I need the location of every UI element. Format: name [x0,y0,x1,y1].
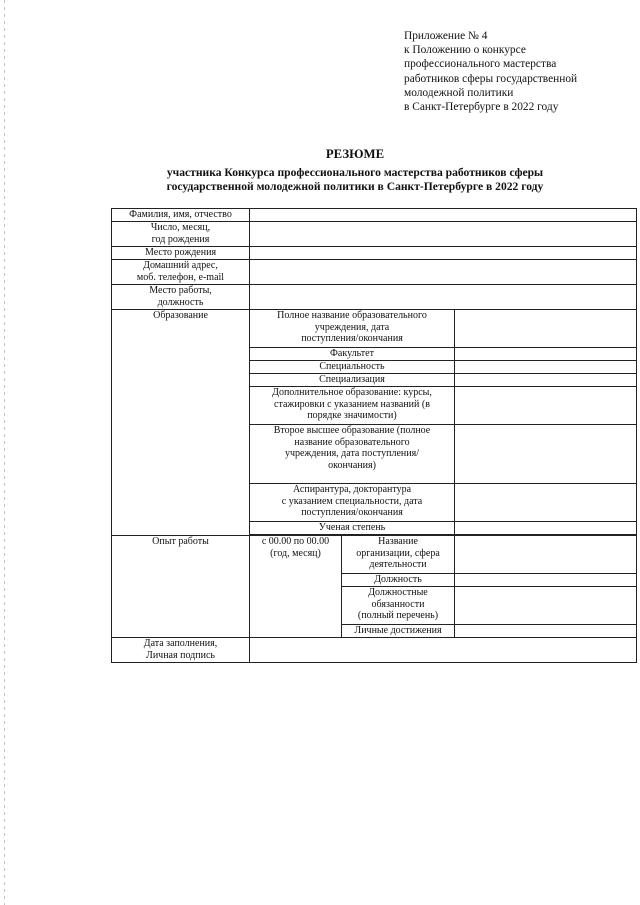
label-organization [342,536,455,574]
field-postgraduate[interactable] [455,484,637,522]
label-full-name: Фамилия, имя, отчество [112,209,250,222]
label-birth-place: Место рождения [112,247,250,260]
label-line: Аспирантура, докторантура [292,484,412,495]
label-line: Должностные [368,587,428,598]
appendix-line: профессионального мастерства [404,58,557,71]
label-line: Дополнительное образование: курсы, [272,387,432,398]
label-line: организации, сфера [356,547,440,559]
label-achievements: Личные достижения [342,625,455,638]
row-signature [112,638,637,663]
field-specialization[interactable] [455,374,637,387]
document-subtitle-line2: государственной молодежной политики в Санкт-Петербурге в 2022 году [166,180,544,193]
field-achievements[interactable] [455,625,637,638]
label-line: учреждения, дата поступления/ [284,448,420,460]
label-line: Личная подпись [146,649,215,661]
appendix-line: в Санкт-Петербурге в 2022 году [404,101,559,114]
label-line: стажировки с указанием названий (в [274,398,430,410]
label-line: год рождения [151,233,210,245]
field-signature[interactable] [250,638,637,663]
field-birth-date[interactable] [250,222,637,247]
label-line: Второе высшее образование (полное [273,425,431,436]
label-education-institution [250,310,455,348]
field-birth-place[interactable] [250,247,637,260]
label-line: обязанности [371,598,425,610]
label-line: поступления/окончания [301,333,403,345]
appendix-header [404,29,634,114]
label-line: с 00.00 по 00.00 [261,536,330,547]
field-second-higher[interactable] [455,425,637,484]
document-subtitle-line1: участника Конкурса профессионального мастерства работников сферы [166,166,544,179]
field-position[interactable] [455,574,637,587]
label-line: порядке значимости) [307,410,397,422]
appendix-line: молодежной политики [404,86,514,99]
row-birth-place [112,247,637,260]
field-organization[interactable] [455,536,637,574]
field-workplace[interactable] [250,285,637,310]
label-line: Число, месяц, [150,222,211,233]
row-workplace [112,285,637,310]
field-additional-education[interactable] [455,387,637,425]
field-education-institution[interactable] [455,310,637,348]
label-education: Образование [112,310,250,536]
label-signature [112,638,250,663]
appendix-line: работников сферы государственной [404,72,578,85]
label-line: Название [378,536,418,547]
label-experience-period [250,536,342,638]
label-birth-date [112,222,250,247]
label-line: окончания) [328,459,376,471]
label-additional-education [250,387,455,425]
field-duties[interactable] [455,587,637,625]
field-degree[interactable] [455,522,637,535]
label-line: Полное название образовательного [277,310,427,321]
label-line: поступления/окончания [301,507,403,519]
row-experience-org [112,536,637,574]
label-experience: Опыт работы [112,536,250,638]
document-title: РЕЗЮМЕ [325,147,385,161]
label-faculty: Факультет [250,348,455,361]
label-position: Должность [342,574,455,587]
label-line: Место работы, [149,285,212,296]
appendix-line: к Положению о конкурсе [404,44,526,57]
label-workplace [112,285,250,310]
label-second-higher [250,425,455,484]
row-birth-date [112,222,637,247]
label-specialization: Специализация [250,374,455,387]
appendix-line: Приложение № 4 [404,30,488,42]
label-postgraduate [250,484,455,522]
label-specialty: Специальность [250,361,455,374]
label-line: Дата заполнения, [143,638,218,649]
field-full-name[interactable] [250,209,637,222]
field-specialty[interactable] [455,361,637,374]
label-address [112,260,250,285]
label-duties [342,587,455,625]
row-full-name [112,209,637,222]
resume-form-table [111,208,637,663]
label-line: моб. телефон, e-mail [136,271,225,283]
label-line: Домашний адрес, [143,260,218,271]
label-degree: Ученая степень [250,522,455,535]
label-line: название образовательного [294,436,410,448]
label-line: деятельности [369,559,427,571]
label-line: учреждения, дата [314,321,390,333]
label-line: должность [157,296,204,308]
row-education-institution [112,310,637,348]
label-line: с указанием специальности, дата [281,495,423,507]
field-faculty[interactable] [455,348,637,361]
scan-edge-artifact [4,0,5,905]
label-line: (год, месяц) [270,547,321,559]
label-line: (полный перечень) [357,610,439,622]
field-address[interactable] [250,260,637,285]
row-address [112,260,637,285]
